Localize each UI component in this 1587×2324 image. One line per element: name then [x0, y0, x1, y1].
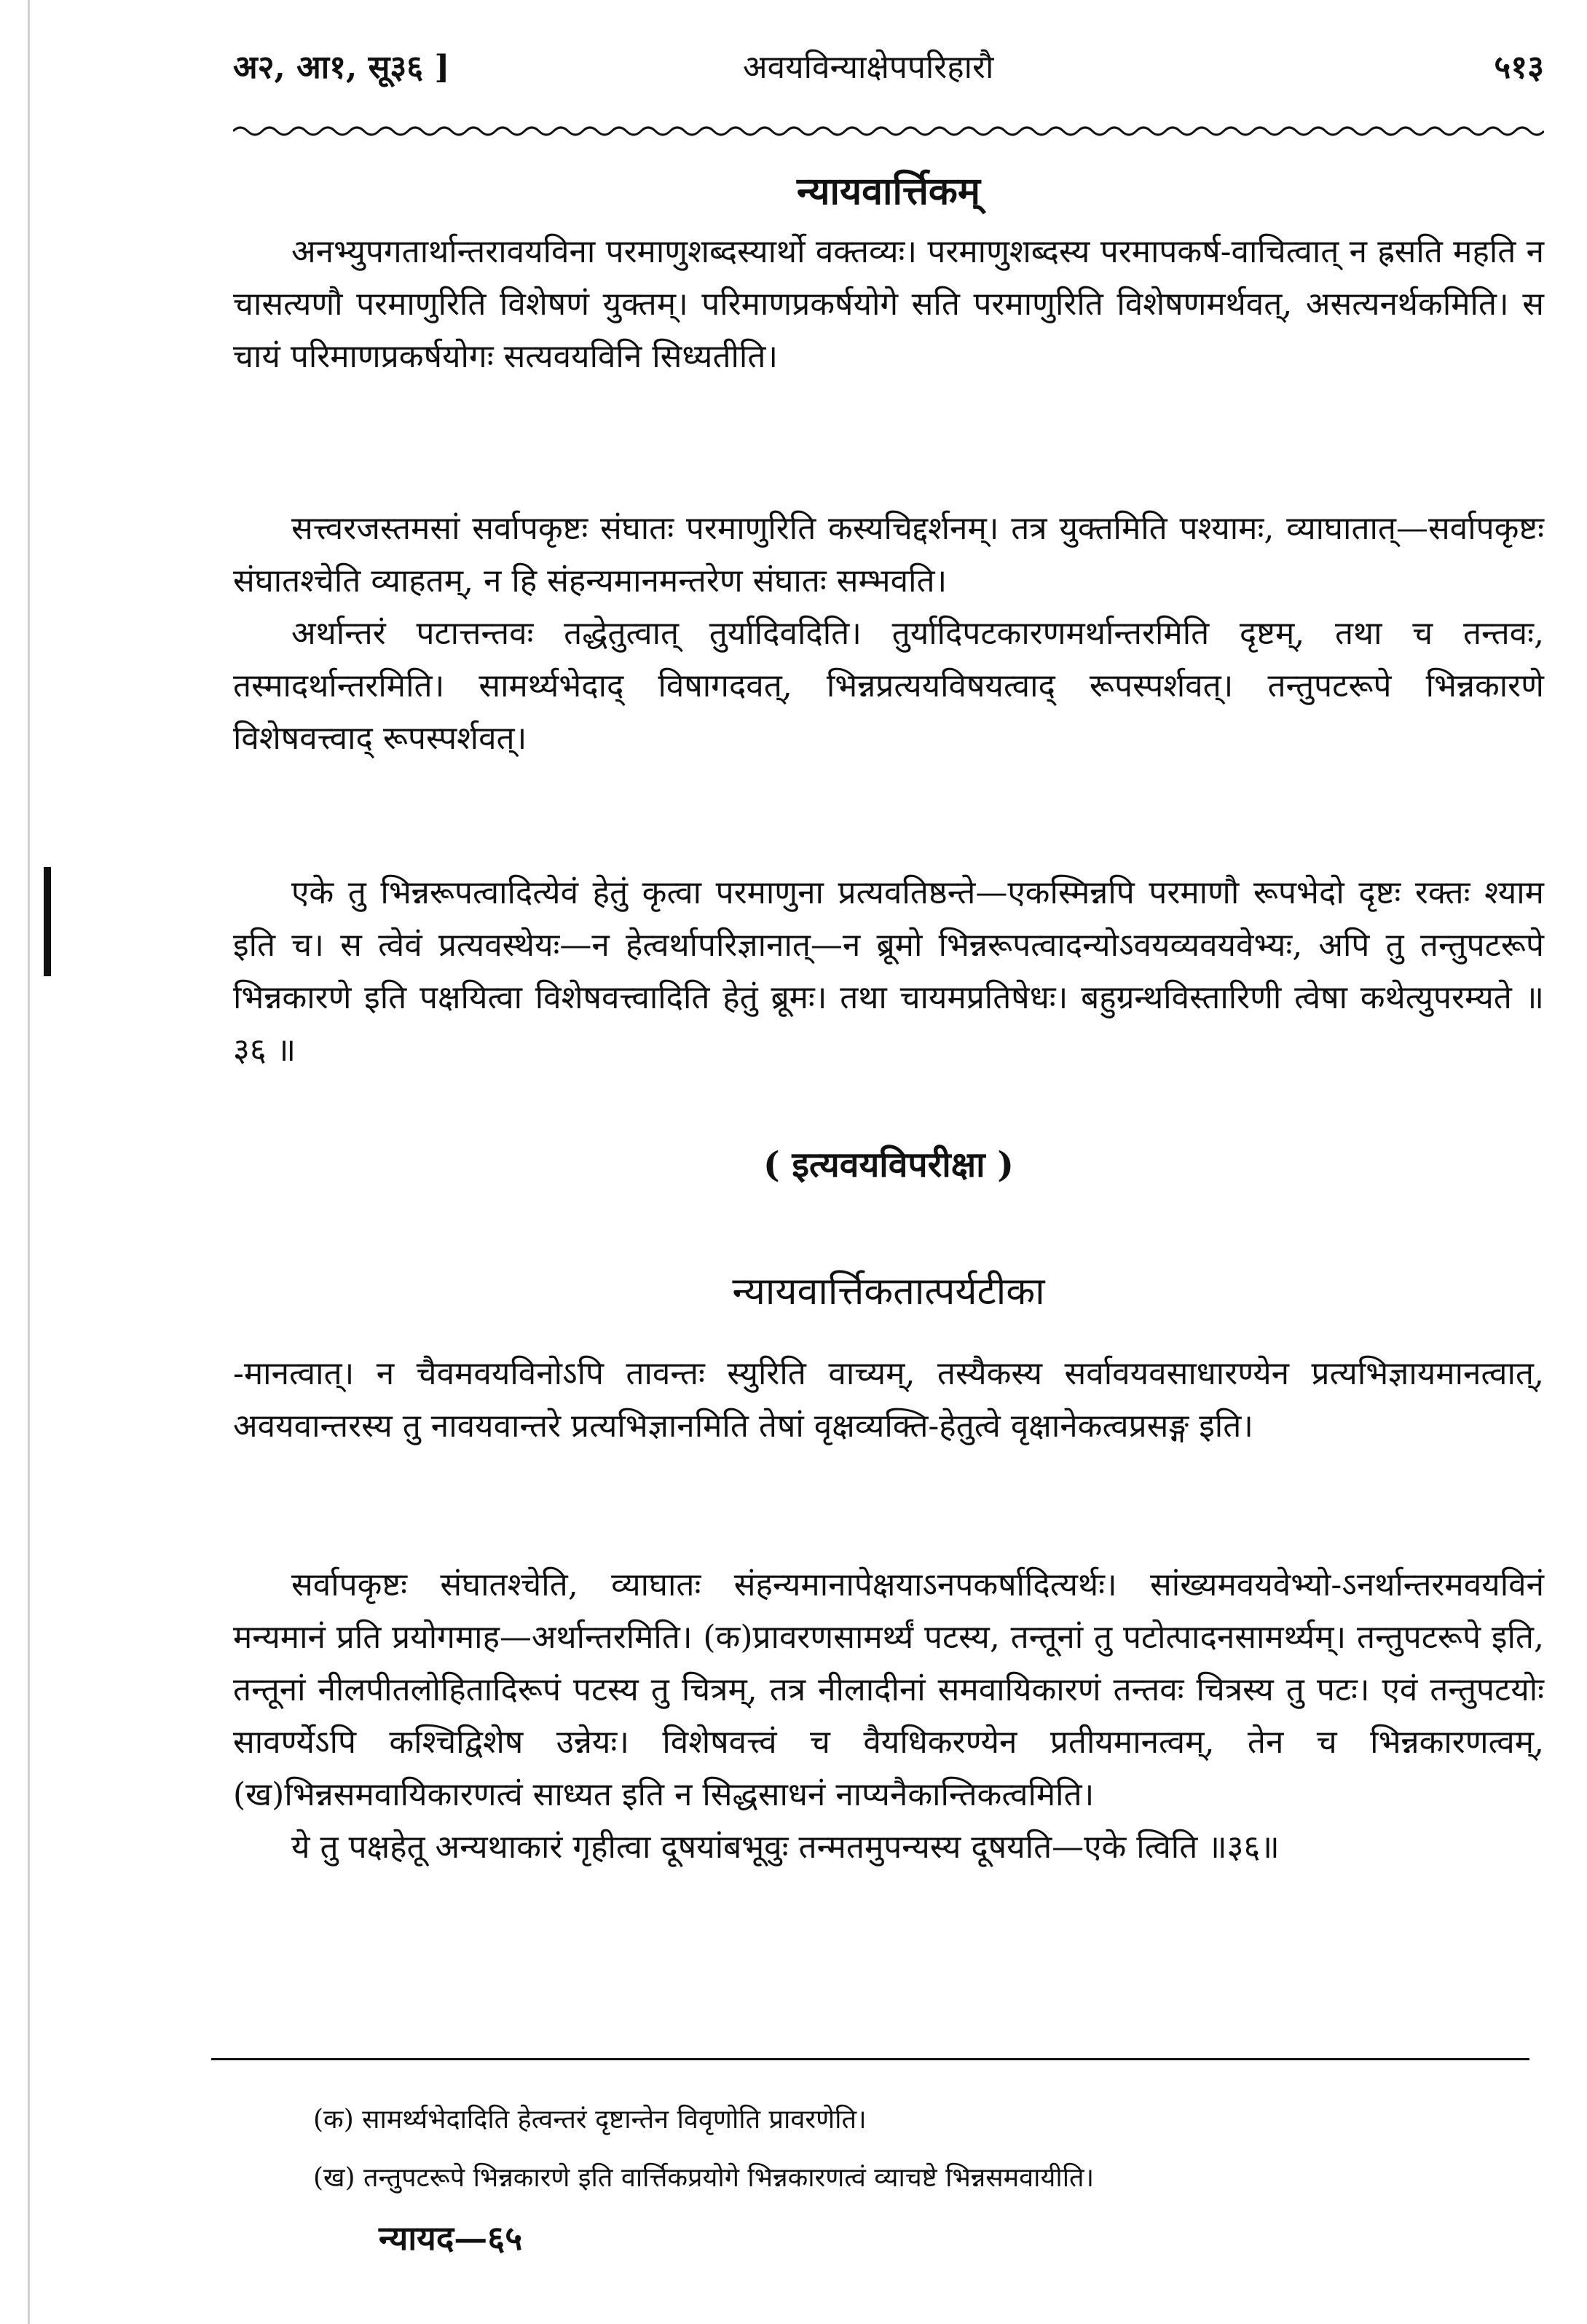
tika-text-2: [233, 1559, 1544, 1874]
vartika-paragraph: एके तु भिन्नरूपत्वादित्येवं हेतुं कृत्वा परमाणुना प्रत्यवतिष्ठन्ते—एकस्मिन्नपि परमाणौ रूपभेदो दृष्टः रक्तः श्याम इति च। स त्वेवं प्रत्यवस्थेयः—न हेत्वर्थापरिज्ञानात्—न ब्रूमो भिन्नरूपत्वादन्योऽवयव्यवयवेभ्यः, अपि तु तन्तुपटरूपे भिन्नकारणे इति पक्षयित्वा विशेषवत्त्वादिति हेतुं ब्रूमः। तथा चायमप्रतिषेधः। बहुग्रन्थविस्तारिणी त्वेषा कथेत्युपरम्यते ॥ ३६ ॥: [233, 874, 1544, 1069]
vartika-paragraph: अर्थान्तरं पटात्तन्तवः तद्धेतुत्वात् तुर्यादिवदिति। तुर्यादिपटकारणमर्थान्तरमिति दृष्टम्, तथा च तन्तवः, तस्मादर्थान्तरमिति। सामर्थ्यभेदाद् विषागदवत्, भिन्नप्रत्ययविषयत्वाद् रूपस्पर्शवत्। तन्तुपटरूपे भिन्नकारणे विशेषवत्त्वाद् रूपस्पर्शवत्।: [233, 615, 1544, 757]
footnote-rule: [211, 2058, 1529, 2060]
margin-mark: [44, 867, 51, 976]
header-wavy-rule: [233, 124, 1544, 138]
footnote: (ख) तन्तुपटरूपे भिन्नकारणे इति वार्त्तिकप्रयोगे भिन्नकारणत्वं व्याचष्टे भिन्नसमवायीति।: [313, 2163, 1095, 2193]
binding-edge: [28, 0, 30, 2324]
vartika-text-3: [233, 867, 1544, 1077]
section-closing: ( इत्यवयविपरीक्षा ): [763, 1145, 1014, 1185]
running-header: [233, 29, 1544, 109]
tika-paragraph: -मानत्वात्। न चैवमवयविनोऽपि तावन्तः स्युरिति वाच्यम्, तस्यैकस्य सर्वावयवसाधारण्येन प्रत्यभिज्ञायमानत्वात्, अवयवान्तरस्य तु नावयवान्तरे प्रत्यभिज्ञानमिति तेषां वृक्षव्यक्ति-हेतुत्वे वृक्षानेकत्वप्रसङ्ग इति।: [233, 1355, 1544, 1445]
vartika-text: [233, 226, 1544, 383]
tika-paragraph: सर्वापकृष्टः संघातश्चेति, व्याघातः संहन्यमानापेक्षयाऽनपकर्षादित्यर्थः। सांख्यमवयवेभ्यो-ऽनर्थान्तरमवयविनं मन्यमानं प्रति प्रयोगमाह—अर्थान्तरमिति। (क)प्रावरणसामर्थ्यं पटस्य, तन्तूनां तु पटोत्पादनसामर्थ्यम्। तन्तुपटरूपे इति, तन्तूनां नीलपीतलोहितादिरूपं पटस्य तु चित्रम्, तत्र नीलादीनां समवायिकारणं तन्तवः चित्रस्य तु पटः। एवं तन्तुपटयोः सावर्ण्येऽपि कश्चिद्विशेष उन्नेयः। विशेषवत्त्वं च वैयधिकरण्येन प्रतीयमानत्वम्, तेन च भिन्नकारणत्वम्, (ख)भिन्नसमवायिकारणत्वं साध्यत इति न सिद्धसाधनं नाप्यनैकान्तिकत्वमिति।: [233, 1566, 1544, 1813]
section-title-vartika: न्यायवार्त्तिकम्: [797, 169, 980, 213]
vartika-text-2: [233, 503, 1544, 765]
vartika-paragraph: अनभ्युपगतार्थान्तरावयविना परमाणुशब्दस्यार्थो वक्तव्यः। परमाणुशब्दस्य परमापकर्ष-वाचित्वात् न ह्रसति महति न चासत्यणौ परमाणुरिति विशेषणं युक्तम्। परिमाणप्रकर्षयोगे सति परमाणुरिति विशेषणमर्थवत्, असत्यनर्थकमिति। स चायं परिमाणप्रकर्षयोगः सत्यवयविनि सिध्यतीति।: [233, 233, 1544, 375]
page-number: ५१३: [1494, 49, 1544, 86]
footnotes: [313, 2091, 1508, 2207]
vartika-paragraph: सत्त्वरजस्तमसां सर्वापकृष्टः संघातः परमाणुरिति कस्यचिद्दर्शनम्। तत्र युक्तमिति पश्यामः, व्याघातात्—सर्वापकृष्टः संघातश्चेति व्याहतम्, न हि संहन्यमानमन्तरेण संघातः सम्भवति।: [233, 510, 1544, 600]
section-title-tika: न्यायवार्त्तिकतात्पर्यटीका: [732, 1270, 1045, 1314]
tika-text: [233, 1348, 1544, 1453]
chapter-reference: अ२, आ१, सू३६ ]: [233, 49, 450, 86]
tika-paragraph: ये तु पक्षहेतू अन्यथाकारं गृहीत्वा दूषयांबभूवुः तन्मतमुपन्यस्य दूषयति—एके त्विति ॥३६॥: [291, 1829, 1280, 1866]
running-title: अवयविन्याक्षेपपरिहारौ: [743, 49, 994, 86]
footnote: (क) सामर्थ्यभेदादिति हेत्वन्तरं दृष्टान्तेन विवृणोति प्रावरणेति।: [313, 2105, 867, 2135]
signature-mark: न्यायद—६५: [379, 2218, 523, 2258]
